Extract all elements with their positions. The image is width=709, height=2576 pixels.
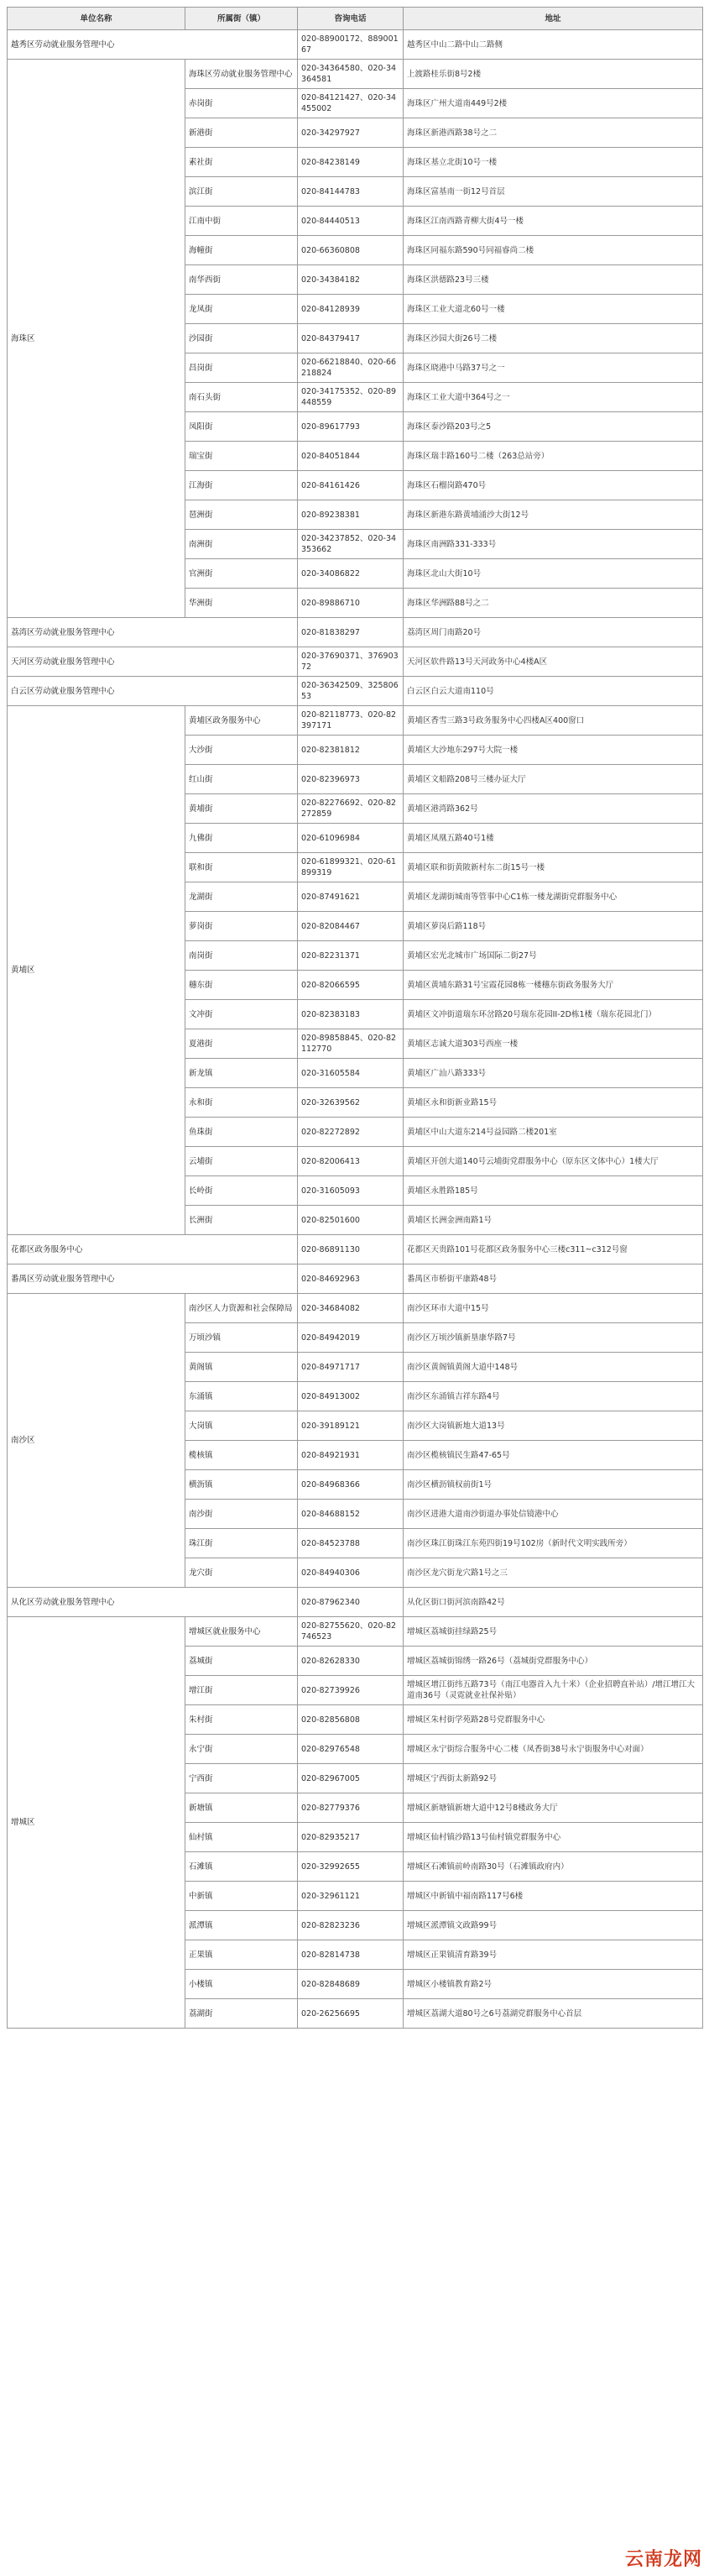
- address-cell: 海珠区新港东路黄埔涌沙大街12号: [404, 500, 703, 530]
- table-row: [8, 1264, 703, 1294]
- subdistrict-cell: 长洲街: [185, 1206, 298, 1235]
- phone-cell: 020-86891130: [298, 1235, 404, 1264]
- subdistrict-cell: 江海街: [185, 471, 298, 500]
- address-cell: 海珠区泰沙路203号之5: [404, 412, 703, 442]
- address-cell: 增城区荔城街挂绿路25号: [404, 1617, 703, 1647]
- subdistrict-cell: 派潭镇: [185, 1911, 298, 1940]
- address-cell: 南沙区珠江街珠江东苑四街19号102房（新时代文明实践所旁）: [404, 1529, 703, 1558]
- phone-cell: 020-61096984: [298, 824, 404, 853]
- subdistrict-cell: 穗东街: [185, 971, 298, 1000]
- phone-cell: 020-89238381: [298, 500, 404, 530]
- address-cell: 黄埔区联和街黄陂新村东二街15号一楼: [404, 853, 703, 882]
- phone-cell: 020-84968366: [298, 1470, 404, 1500]
- address-cell: 海珠区石榴岗路470号: [404, 471, 703, 500]
- address-cell: 黄埔区志诚大道303号西座一楼: [404, 1029, 703, 1059]
- subdistrict-cell: 龙凤街: [185, 295, 298, 324]
- phone-cell: 020-37690371、37690372: [298, 647, 404, 677]
- phone-cell: 020-82823236: [298, 1911, 404, 1940]
- header-address: 地址: [404, 8, 703, 30]
- phone-cell: 020-66218840、020-66218824: [298, 353, 404, 383]
- subdistrict-cell: 长岭街: [185, 1176, 298, 1206]
- phone-cell: 020-34175352、020-89448559: [298, 383, 404, 412]
- phone-cell: 020-39189121: [298, 1411, 404, 1441]
- phone-cell: 020-81838297: [298, 618, 404, 647]
- address-cell: 海珠区南洲路331-333号: [404, 530, 703, 559]
- phone-cell: 020-87491621: [298, 882, 404, 912]
- subdistrict-cell: 新港街: [185, 118, 298, 148]
- phone-cell: 020-32992655: [298, 1852, 404, 1882]
- phone-cell: 020-34684082: [298, 1294, 404, 1323]
- subdistrict-cell: 东涌镇: [185, 1382, 298, 1411]
- subdistrict-cell: 万顷沙镇: [185, 1323, 298, 1353]
- subdistrict-cell: 九佛街: [185, 824, 298, 853]
- subdistrict-cell: 横沥镇: [185, 1470, 298, 1500]
- district-cell: 黄埔区: [8, 706, 185, 1235]
- subdistrict-cell: 黄阁镇: [185, 1353, 298, 1382]
- phone-cell: 020-84238149: [298, 148, 404, 177]
- address-cell: 黄埔区长洲金洲南路1号: [404, 1206, 703, 1235]
- address-cell: 南沙区环市大道中15号: [404, 1294, 703, 1323]
- subdistrict-cell: 文冲街: [185, 1000, 298, 1029]
- address-cell: 南沙区万顷沙镇新垦康华路7号: [404, 1323, 703, 1353]
- subdistrict-cell: 海珠区劳动就业服务管理中心: [185, 60, 298, 89]
- subdistrict-cell: 南沙区人力资源和社会保障局: [185, 1294, 298, 1323]
- table-row: [8, 1294, 703, 1323]
- subdistrict-cell: 红山街: [185, 765, 298, 794]
- subdistrict-cell: 联和街: [185, 853, 298, 882]
- phone-cell: 020-26256695: [298, 1999, 404, 2029]
- subdistrict-cell: 龙穴街: [185, 1558, 298, 1588]
- phone-cell: 020-88900172、88900167: [298, 30, 404, 60]
- subdistrict-cell: 中新镇: [185, 1882, 298, 1911]
- address-cell: 海珠区工业大道北60号一楼: [404, 295, 703, 324]
- subdistrict-cell: 素社街: [185, 148, 298, 177]
- address-cell: 黄埔区凤凰五路40号1楼: [404, 824, 703, 853]
- phone-cell: 020-82976548: [298, 1735, 404, 1764]
- address-cell: 黄埔区永和街新业路15号: [404, 1088, 703, 1118]
- subdistrict-cell: 荔城街: [185, 1647, 298, 1676]
- phone-cell: 020-84379417: [298, 324, 404, 353]
- address-cell: 海珠区沙园大街26号二楼: [404, 324, 703, 353]
- address-cell: 白云区白云大道南110号: [404, 677, 703, 706]
- site-watermark: [625, 2545, 702, 2571]
- address-cell: 海珠区北山大街10号: [404, 559, 703, 589]
- phone-cell: 020-82814738: [298, 1940, 404, 1970]
- address-cell: 黄埔区永胜路185号: [404, 1176, 703, 1206]
- address-cell: 增城区石滩镇前岭南路30号（石滩镇政府内）: [404, 1852, 703, 1882]
- address-cell: 增城区增江街纬五路73号（南江电器首入九十米）（企业招聘直补站）/增江增江大道南36号（灵霓就业社保补贴）: [404, 1676, 703, 1705]
- phone-cell: 020-82383183: [298, 1000, 404, 1029]
- phone-cell: 020-84161426: [298, 471, 404, 500]
- phone-cell: 020-34384182: [298, 265, 404, 295]
- address-cell: 黄埔区大沙地东297号大院一楼: [404, 736, 703, 765]
- phone-cell: 020-66360808: [298, 236, 404, 265]
- district-cell: 海珠区: [8, 60, 185, 618]
- subdistrict-cell: 鱼珠街: [185, 1118, 298, 1147]
- subdistrict-cell: 滨江街: [185, 177, 298, 207]
- address-cell: 越秀区中山二路中山二路侧: [404, 30, 703, 60]
- phone-cell: 020-82967005: [298, 1764, 404, 1793]
- phone-cell: 020-82935217: [298, 1823, 404, 1852]
- phone-cell: 020-82739926: [298, 1676, 404, 1705]
- subdistrict-cell: 小楼镇: [185, 1970, 298, 1999]
- phone-cell: 020-82272892: [298, 1118, 404, 1147]
- district-cell: 番禺区劳动就业服务管理中心: [8, 1264, 298, 1294]
- subdistrict-cell: 榄核镇: [185, 1441, 298, 1470]
- subdistrict-cell: 新塘镇: [185, 1793, 298, 1823]
- address-cell: 增城区中新镇中福南路117号6楼: [404, 1882, 703, 1911]
- address-cell: 天河区软件路13号天河政务中心4楼A区: [404, 647, 703, 677]
- subdistrict-cell: 新龙镇: [185, 1059, 298, 1088]
- table-row: [8, 647, 703, 677]
- address-cell: 海珠区华洲路88号之二: [404, 589, 703, 618]
- subdistrict-cell: 南洲街: [185, 530, 298, 559]
- address-cell: 海珠区新港西路38号之二: [404, 118, 703, 148]
- address-cell: 海珠区同福东路590号同福睿尚二楼: [404, 236, 703, 265]
- subdistrict-cell: 琶洲街: [185, 500, 298, 530]
- subdistrict-cell: 南沙街: [185, 1500, 298, 1529]
- phone-cell: 020-31605584: [298, 1059, 404, 1088]
- address-cell: 海珠区洪德路23号三楼: [404, 265, 703, 295]
- phone-cell: 020-34237852、020-34353662: [298, 530, 404, 559]
- phone-cell: 020-84121427、020-34455002: [298, 89, 404, 118]
- district-cell: 增城区: [8, 1617, 185, 2029]
- subdistrict-cell: 华洲街: [185, 589, 298, 618]
- district-cell: 南沙区: [8, 1294, 185, 1588]
- table-row: [8, 1235, 703, 1264]
- address-cell: 增城区永宁街综合服务中心二楼（凤香街38号永宁街服务中心对面）: [404, 1735, 703, 1764]
- phone-cell: 020-82755620、020-82746523: [298, 1617, 404, 1647]
- district-cell: 天河区劳动就业服务管理中心: [8, 647, 298, 677]
- phone-cell: 020-84688152: [298, 1500, 404, 1529]
- address-cell: 黄埔区文船路208号三楼办证大厅: [404, 765, 703, 794]
- address-cell: 黄埔区黄埔东路31号宝霞花园8栋一楼穗东街政务服务大厅: [404, 971, 703, 1000]
- phone-cell: 020-61899321、020-61899319: [298, 853, 404, 882]
- subdistrict-cell: 黄埔区政务服务中心: [185, 706, 298, 736]
- phone-cell: 020-34297927: [298, 118, 404, 148]
- address-cell: 海珠区富基南一街12号首层: [404, 177, 703, 207]
- address-cell: 增城区荔湖大道80号之6号荔湖党群服务中心首层: [404, 1999, 703, 2029]
- district-cell: 从化区劳动就业服务管理中心: [8, 1588, 298, 1617]
- header-phone: 咨询电话: [298, 8, 404, 30]
- address-cell: 黄埔区广汕八路333号: [404, 1059, 703, 1088]
- phone-cell: 020-87962340: [298, 1588, 404, 1617]
- phone-cell: 020-34086822: [298, 559, 404, 589]
- subdistrict-cell: 官洲街: [185, 559, 298, 589]
- phone-cell: 020-82276692、020-82272859: [298, 794, 404, 824]
- phone-cell: 020-82848689: [298, 1970, 404, 1999]
- subdistrict-cell: 永宁街: [185, 1735, 298, 1764]
- address-cell: 增城区小楼镇教育路2号: [404, 1970, 703, 1999]
- watermark-text: 云南龙网: [624, 2548, 702, 2570]
- header-subdistrict: 所属街（镇）: [185, 8, 298, 30]
- address-cell: 南沙区黄阁镇黄阁大道中148号: [404, 1353, 703, 1382]
- header-row: [8, 8, 703, 30]
- subdistrict-cell: 珠江街: [185, 1529, 298, 1558]
- subdistrict-cell: 大岗镇: [185, 1411, 298, 1441]
- phone-cell: 020-82396973: [298, 765, 404, 794]
- district-cell: 白云区劳动就业服务管理中心: [8, 677, 298, 706]
- phone-cell: 020-84942019: [298, 1323, 404, 1353]
- phone-cell: 020-89617793: [298, 412, 404, 442]
- address-cell: 黄埔区港湾路362号: [404, 794, 703, 824]
- address-cell: 南沙区榄核镇民生路47-65号: [404, 1441, 703, 1470]
- address-cell: 增城区荔城街锦绣一路26号（荔城街党群服务中心）: [404, 1647, 703, 1676]
- phone-cell: 020-84144783: [298, 177, 404, 207]
- address-cell: 黄埔区中山大道东214号益园路二楼201室: [404, 1118, 703, 1147]
- phone-cell: 020-84051844: [298, 442, 404, 471]
- subdistrict-cell: 永和街: [185, 1088, 298, 1118]
- address-cell: 黄埔区萝岗后路118号: [404, 912, 703, 941]
- address-cell: 从化区街口街河滨南路42号: [404, 1588, 703, 1617]
- phone-cell: 020-34364580、020-34364581: [298, 60, 404, 89]
- address-cell: 增城区朱村街学苑路28号党群服务中心: [404, 1705, 703, 1735]
- address-cell: 黄埔区文冲街道瑞东环岔路20号瑞东花园II-2D栋1楼（瑞东花园北门）: [404, 1000, 703, 1029]
- address-cell: 海珠区晓港中马路37号之一: [404, 353, 703, 383]
- phone-cell: 020-84128939: [298, 295, 404, 324]
- subdistrict-cell: 朱村街: [185, 1705, 298, 1735]
- phone-cell: 020-31605093: [298, 1176, 404, 1206]
- subdistrict-cell: 正果镇: [185, 1940, 298, 1970]
- subdistrict-cell: 仙村镇: [185, 1823, 298, 1852]
- address-cell: 上渡路桂乐街8号2楼: [404, 60, 703, 89]
- address-cell: 黄埔区宏光北城市广场国际二街27号: [404, 941, 703, 971]
- district-cell: 越秀区劳动就业服务管理中心: [8, 30, 298, 60]
- subdistrict-cell: 南石头街: [185, 383, 298, 412]
- phone-cell: 020-82118773、020-82397171: [298, 706, 404, 736]
- address-cell: 南沙区龙穴街龙穴路1号之三: [404, 1558, 703, 1588]
- phone-cell: 020-84692963: [298, 1264, 404, 1294]
- address-cell: 南沙区大岗镇新地大道13号: [404, 1411, 703, 1441]
- subdistrict-cell: 海幢街: [185, 236, 298, 265]
- subdistrict-cell: 南岗街: [185, 941, 298, 971]
- address-cell: 花都区天贵路101号花都区政务服务中心三楼c311~c312号窗: [404, 1235, 703, 1264]
- phone-cell: 020-84940306: [298, 1558, 404, 1588]
- address-cell: 海珠区瑞丰路160号二楼（263总站旁）: [404, 442, 703, 471]
- subdistrict-cell: 昌岗街: [185, 353, 298, 383]
- phone-cell: 020-36342509、32580653: [298, 677, 404, 706]
- address-cell: 黄埔区开创大道140号云埔街党群服务中心（原东区文体中心）1楼大厅: [404, 1147, 703, 1176]
- subdistrict-cell: 黄埔街: [185, 794, 298, 824]
- subdistrict-cell: 凤阳街: [185, 412, 298, 442]
- phone-cell: 020-82084467: [298, 912, 404, 941]
- phone-cell: 020-84971717: [298, 1353, 404, 1382]
- phone-cell: 020-89886710: [298, 589, 404, 618]
- table-row: [8, 1617, 703, 1647]
- subdistrict-cell: 江南中街: [185, 207, 298, 236]
- phone-cell: 020-82381812: [298, 736, 404, 765]
- phone-cell: 020-82501600: [298, 1206, 404, 1235]
- address-cell: 增城区新塘镇新塘大道中12号8楼政务大厅: [404, 1793, 703, 1823]
- table-row: [8, 706, 703, 736]
- subdistrict-cell: 石滩镇: [185, 1852, 298, 1882]
- phone-cell: 020-82231371: [298, 941, 404, 971]
- phone-cell: 020-84913002: [298, 1382, 404, 1411]
- address-cell: 增城区宁西街太新路92号: [404, 1764, 703, 1793]
- subdistrict-cell: 大沙街: [185, 736, 298, 765]
- address-cell: 南沙区进港大道南沙街道办事处信镜港中心: [404, 1500, 703, 1529]
- subdistrict-cell: 增城区就业服务中心: [185, 1617, 298, 1647]
- address-cell: 海珠区江南西路青柳大街4号一楼: [404, 207, 703, 236]
- service-center-table: [7, 7, 703, 2029]
- table-row: [8, 618, 703, 647]
- address-cell: 增城区仙村镇沙路13号仙村镇党群服务中心: [404, 1823, 703, 1852]
- table-row: [8, 60, 703, 89]
- address-cell: 荔湾区周门南路20号: [404, 618, 703, 647]
- address-cell: 黄埔区香雪三路3号政务服务中心四楼A区400窗口: [404, 706, 703, 736]
- phone-cell: 020-84921931: [298, 1441, 404, 1470]
- address-cell: 增城区派潭镇文政路99号: [404, 1911, 703, 1940]
- address-cell: 海珠区工业大道中364号之一: [404, 383, 703, 412]
- subdistrict-cell: 龙湖街: [185, 882, 298, 912]
- district-cell: 花都区政务服务中心: [8, 1235, 298, 1264]
- address-cell: 海珠区基立北街10号一楼: [404, 148, 703, 177]
- phone-cell: 020-82779376: [298, 1793, 404, 1823]
- address-cell: 番禺区市桥街平康路48号: [404, 1264, 703, 1294]
- address-cell: 增城区正果镇清育路39号: [404, 1940, 703, 1970]
- address-cell: 黄埔区龙湖街城南等管事中心C1栋一楼龙湖街党群服务中心: [404, 882, 703, 912]
- address-cell: 海珠区广州大道南449号2楼: [404, 89, 703, 118]
- phone-cell: 020-84440513: [298, 207, 404, 236]
- table-row: [8, 1588, 703, 1617]
- subdistrict-cell: 沙园街: [185, 324, 298, 353]
- table-row: [8, 677, 703, 706]
- address-cell: 南沙区东涌镇吉祥东路4号: [404, 1382, 703, 1411]
- subdistrict-cell: 赤岗街: [185, 89, 298, 118]
- phone-cell: 020-82856808: [298, 1705, 404, 1735]
- header-unit-name: 单位名称: [8, 8, 185, 30]
- subdistrict-cell: 宁西街: [185, 1764, 298, 1793]
- phone-cell: 020-84523788: [298, 1529, 404, 1558]
- phone-cell: 020-82006413: [298, 1147, 404, 1176]
- subdistrict-cell: 萝岗街: [185, 912, 298, 941]
- subdistrict-cell: 荔湖街: [185, 1999, 298, 2029]
- phone-cell: 020-82066595: [298, 971, 404, 1000]
- district-cell: 荔湾区劳动就业服务管理中心: [8, 618, 298, 647]
- phone-cell: 020-82628330: [298, 1647, 404, 1676]
- phone-cell: 020-32961121: [298, 1882, 404, 1911]
- phone-cell: 020-32639562: [298, 1088, 404, 1118]
- subdistrict-cell: 夏港街: [185, 1029, 298, 1059]
- address-cell: 南沙区横沥镇权前街1号: [404, 1470, 703, 1500]
- subdistrict-cell: 南华西街: [185, 265, 298, 295]
- phone-cell: 020-89858845、020-82112770: [298, 1029, 404, 1059]
- subdistrict-cell: 瑞宝街: [185, 442, 298, 471]
- subdistrict-cell: 云埔街: [185, 1147, 298, 1176]
- subdistrict-cell: 增江街: [185, 1676, 298, 1705]
- table-row: [8, 30, 703, 60]
